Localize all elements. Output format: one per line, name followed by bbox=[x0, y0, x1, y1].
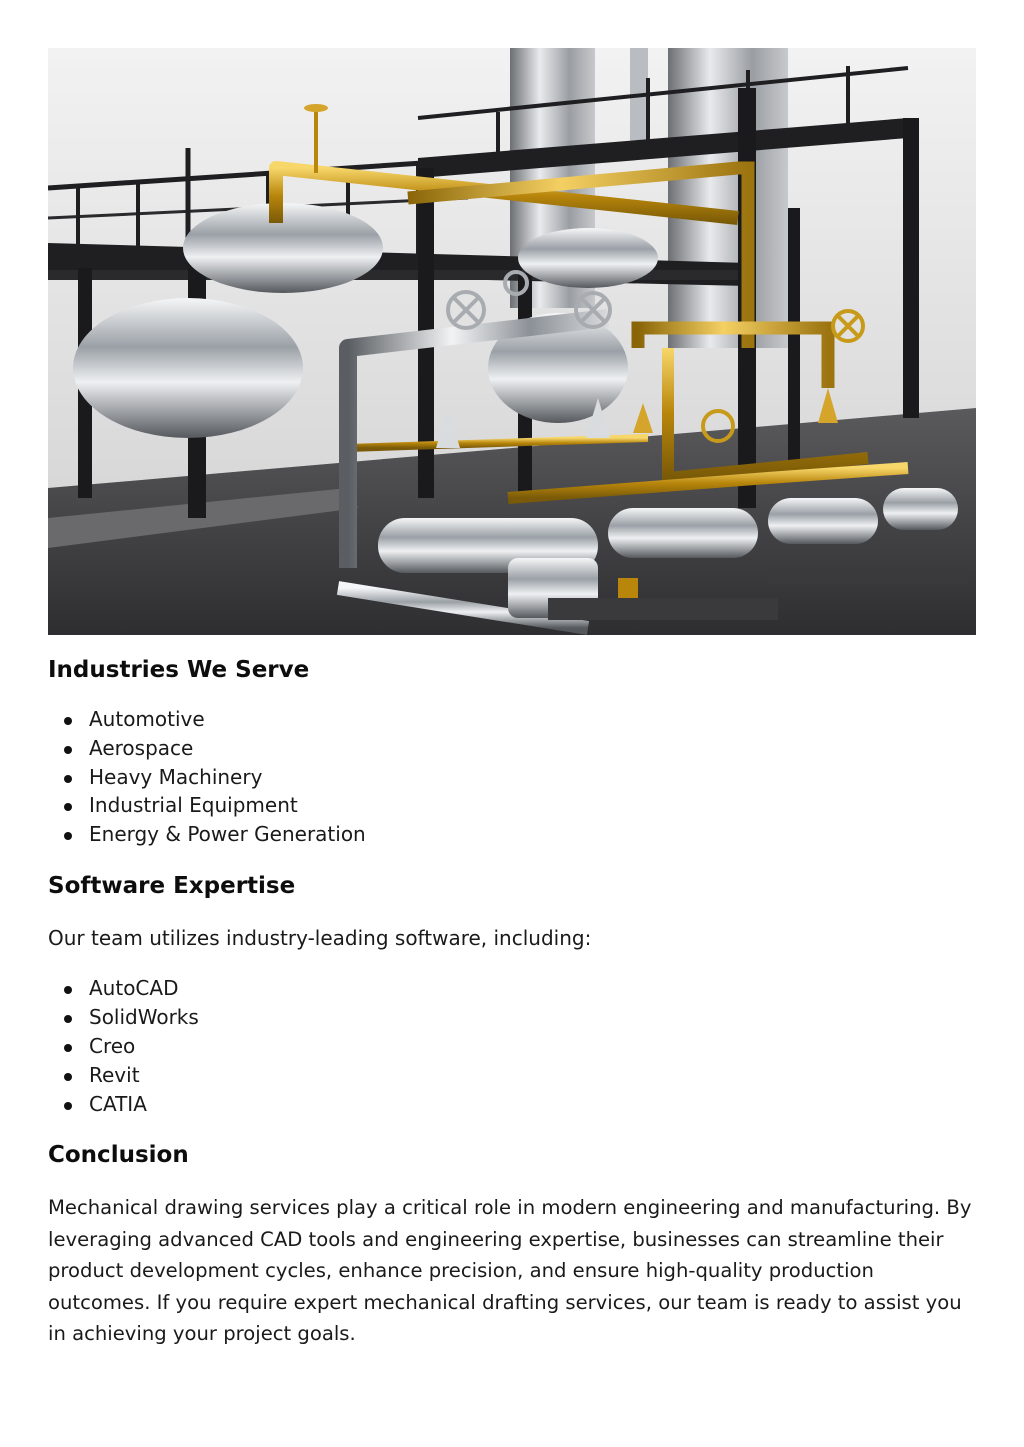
list-item: Industrial Equipment bbox=[89, 791, 976, 820]
software-heading: Software Expertise bbox=[48, 872, 296, 899]
list-item: Creo bbox=[89, 1032, 976, 1061]
conclusion-paragraph: Mechanical drawing services play a critical role in modern engineering and manufacturing. By leveraging advanced CAD tools and engineering expertise, businesses can streamline their product development cycles, enhance precision, and ensure high-quality production outcomes. If you require expert mechanical drafting services, our team is ready to assist you in achieving your project goals. bbox=[48, 1196, 972, 1346]
list-item: Revit bbox=[89, 1061, 976, 1090]
list-item: SolidWorks bbox=[89, 1003, 976, 1032]
list-item: Energy & Power Generation bbox=[89, 820, 976, 849]
software-intro: Our team utilizes industry-leading software, including: bbox=[48, 925, 592, 950]
industries-list bbox=[48, 705, 976, 849]
document-page bbox=[48, 48, 976, 1350]
industrial-piping-render-image bbox=[48, 48, 976, 635]
conclusion-heading: Conclusion bbox=[48, 1142, 189, 1169]
list-item: Aerospace bbox=[89, 734, 976, 763]
list-item: AutoCAD bbox=[89, 974, 976, 1003]
list-item: CATIA bbox=[89, 1090, 976, 1119]
industries-heading: Industries We Serve bbox=[48, 657, 310, 683]
list-item: Heavy Machinery bbox=[89, 763, 976, 792]
software-list bbox=[48, 974, 976, 1118]
list-item: Automotive bbox=[89, 705, 976, 734]
